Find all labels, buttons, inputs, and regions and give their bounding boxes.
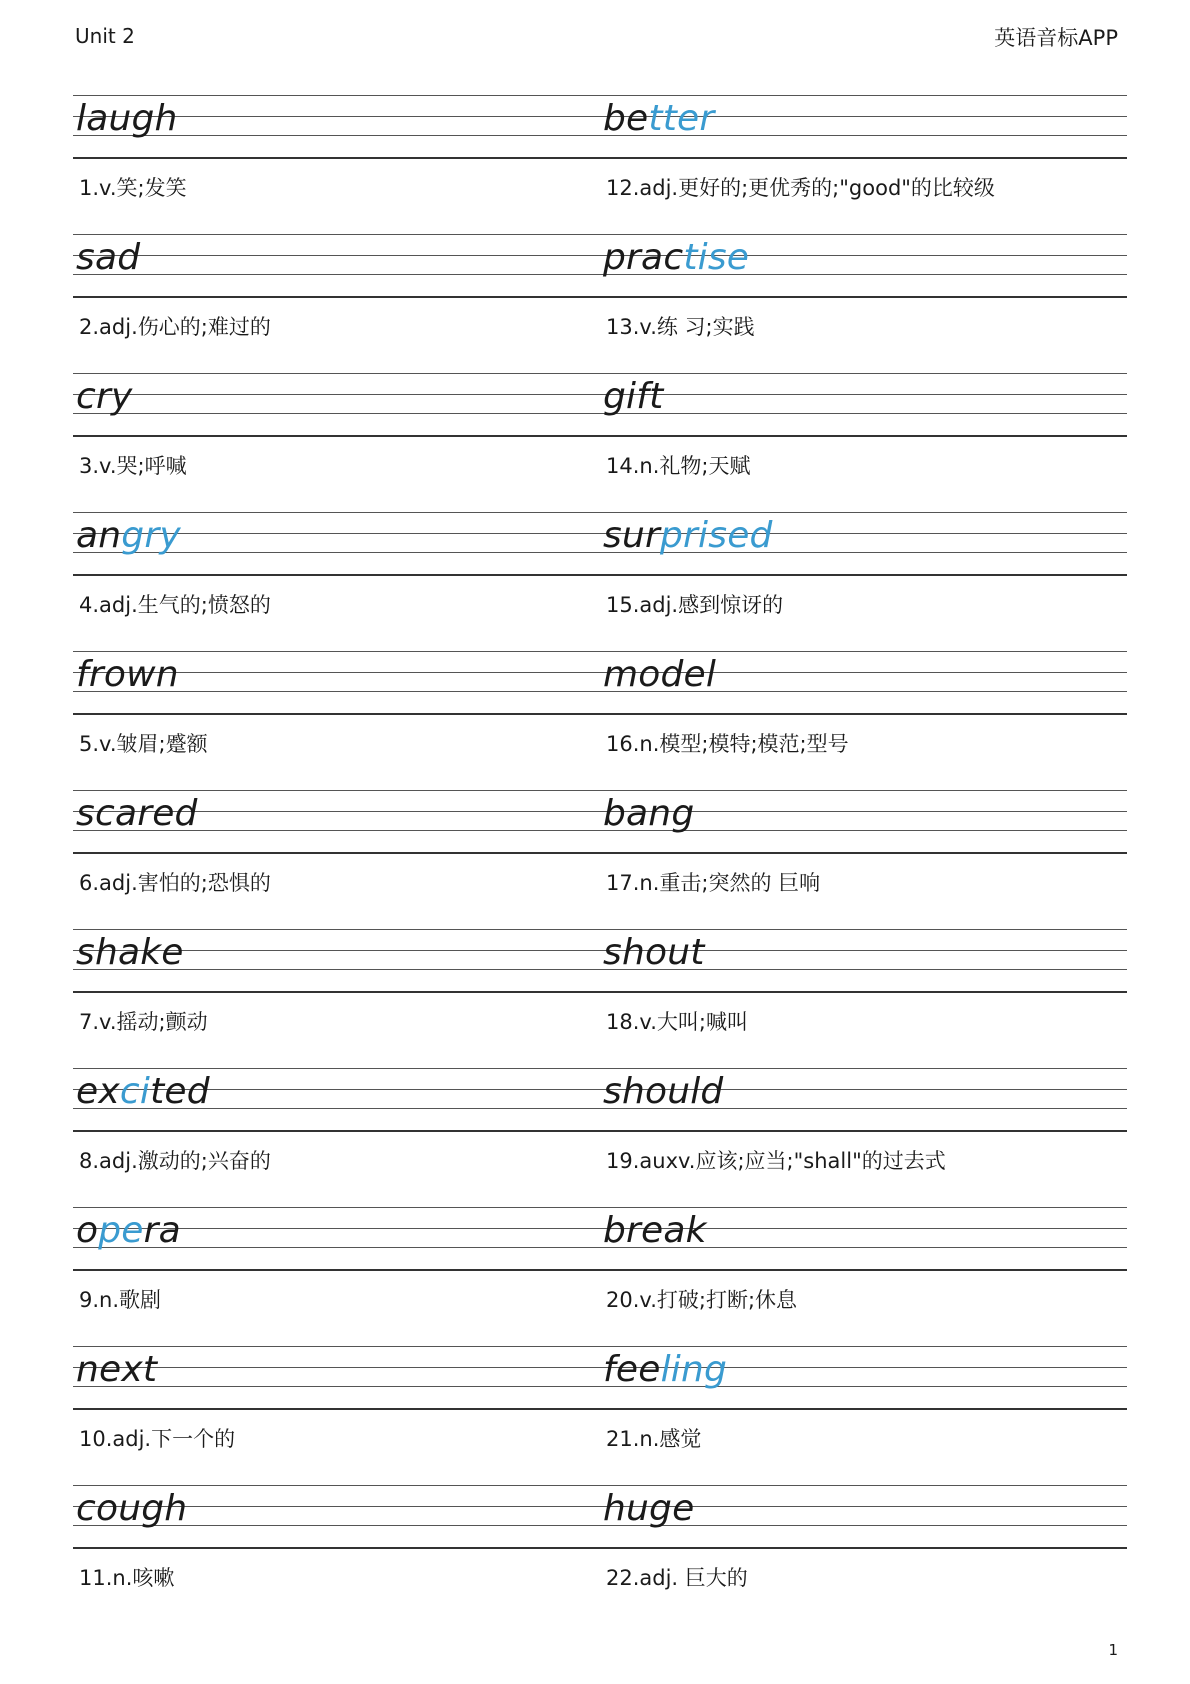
vocab-entry xyxy=(600,512,1127,651)
vocab-definition: 20.v.打破;打断;休息 xyxy=(606,1288,798,1312)
highlighted-syllable: tise xyxy=(683,237,750,278)
vocab-entry xyxy=(600,790,1127,929)
vocab-row xyxy=(73,790,1127,929)
word-part: prac xyxy=(603,237,684,278)
vocab-row xyxy=(73,929,1127,1068)
vocab-word xyxy=(603,1349,728,1390)
vocab-definition: 1.v.笑;发笑 xyxy=(79,176,187,200)
vocab-word xyxy=(76,1488,188,1529)
vocab-entry xyxy=(73,512,600,651)
word-part: scared xyxy=(76,793,198,834)
vocab-entry xyxy=(73,1207,600,1346)
word-part: o xyxy=(76,1210,99,1251)
vocab-word xyxy=(603,932,705,973)
vocab-word xyxy=(76,1071,210,1112)
highlighted-syllable: ci xyxy=(119,1071,151,1112)
vocab-entry xyxy=(73,651,600,790)
vocab-row xyxy=(73,95,1127,234)
vocabulary-grid xyxy=(73,95,1127,1624)
vocab-definition: 10.adj.下一个的 xyxy=(79,1427,236,1451)
vocab-entry xyxy=(73,234,600,373)
vocab-word xyxy=(76,1349,158,1390)
vocab-word xyxy=(603,654,717,695)
vocab-word xyxy=(603,793,695,834)
vocab-row xyxy=(73,651,1127,790)
vocab-entry xyxy=(73,373,600,512)
vocab-definition: 19.auxv.应该;应当;"shall"的过去式 xyxy=(606,1149,946,1173)
word-part: should xyxy=(603,1071,724,1112)
vocab-definition: 3.v.哭;呼喊 xyxy=(79,454,187,478)
vocab-entry xyxy=(600,651,1127,790)
word-part: cry xyxy=(76,376,133,417)
vocab-word xyxy=(76,654,179,695)
vocab-definition: 17.n.重击;突然的 巨响 xyxy=(606,871,821,895)
vocab-entry xyxy=(600,1207,1127,1346)
word-part: laugh xyxy=(76,98,178,139)
vocab-row xyxy=(73,234,1127,373)
word-part: huge xyxy=(603,1488,695,1529)
vocab-definition: 2.adj.伤心的;难过的 xyxy=(79,315,271,339)
vocab-word xyxy=(603,237,750,278)
unit-label: Unit 2 xyxy=(75,24,135,48)
word-part: ted xyxy=(150,1071,210,1112)
vocab-row xyxy=(73,1068,1127,1207)
vocab-entry xyxy=(73,95,600,234)
vocab-definition: 14.n.礼物;天赋 xyxy=(606,454,751,478)
vocab-definition: 4.adj.生气的;愤怒的 xyxy=(79,593,271,617)
vocab-entry xyxy=(73,790,600,929)
vocab-definition: 13.v.练 习;实践 xyxy=(606,315,755,339)
page-number: 1 xyxy=(1108,1641,1118,1659)
highlighted-syllable: tter xyxy=(648,98,715,139)
vocab-entry xyxy=(73,1068,600,1207)
vocab-definition: 6.adj.害怕的;恐惧的 xyxy=(79,871,271,895)
vocab-definition: 15.adj.感到惊讶的 xyxy=(606,593,784,617)
highlighted-syllable: ling xyxy=(660,1349,728,1390)
word-part: ex xyxy=(76,1071,120,1112)
word-part: be xyxy=(603,98,649,139)
vocab-entry xyxy=(600,1485,1127,1624)
vocab-row xyxy=(73,373,1127,512)
vocab-row xyxy=(73,1485,1127,1624)
vocab-definition: 7.v.摇动;颤动 xyxy=(79,1010,208,1034)
word-part: model xyxy=(603,654,717,695)
highlighted-syllable: gry xyxy=(121,515,181,556)
word-part: bang xyxy=(603,793,695,834)
vocab-definition: 12.adj.更好的;更优秀的;"good"的比较级 xyxy=(606,176,995,200)
vocab-word xyxy=(76,98,178,139)
word-part: cough xyxy=(76,1488,188,1529)
vocab-definition: 16.n.模型;模特;模范;型号 xyxy=(606,732,849,756)
vocab-entry xyxy=(73,1346,600,1485)
vocab-definition: 22.adj. 巨大的 xyxy=(606,1566,748,1590)
vocab-entry xyxy=(600,929,1127,1068)
word-part: an xyxy=(76,515,122,556)
vocab-definition: 8.adj.激动的;兴奋的 xyxy=(79,1149,271,1173)
vocab-entry xyxy=(73,929,600,1068)
word-part: ra xyxy=(143,1210,181,1251)
vocab-word xyxy=(76,932,184,973)
word-part: break xyxy=(603,1210,707,1251)
vocab-word xyxy=(603,376,664,417)
vocab-entry xyxy=(600,1346,1127,1485)
vocab-word xyxy=(603,98,715,139)
vocab-word xyxy=(603,1071,724,1112)
highlighted-syllable: prised xyxy=(659,515,773,556)
vocab-word xyxy=(603,515,773,556)
word-part: sad xyxy=(76,237,141,278)
vocab-definition: 9.n.歌剧 xyxy=(79,1288,162,1312)
vocab-definition: 5.v.皱眉;蹙额 xyxy=(79,732,208,756)
vocab-entry xyxy=(73,1485,600,1624)
vocab-word xyxy=(76,793,198,834)
vocab-entry xyxy=(600,234,1127,373)
vocab-definition: 21.n.感觉 xyxy=(606,1427,702,1451)
vocab-word xyxy=(76,515,181,556)
vocab-word xyxy=(603,1488,695,1529)
vocab-word xyxy=(603,1210,707,1251)
word-part: shout xyxy=(603,932,705,973)
vocab-word xyxy=(76,237,141,278)
brand-label: 英语音标APP xyxy=(994,26,1118,50)
vocab-word xyxy=(76,1210,181,1251)
word-part: gift xyxy=(603,376,664,417)
vocab-row xyxy=(73,1346,1127,1485)
vocab-row xyxy=(73,1207,1127,1346)
word-part: sur xyxy=(603,515,660,556)
vocab-entry xyxy=(600,1068,1127,1207)
vocab-word xyxy=(76,376,133,417)
vocab-entry xyxy=(600,373,1127,512)
vocab-entry xyxy=(600,95,1127,234)
word-part: frown xyxy=(76,654,179,695)
vocab-definition: 11.n.咳嗽 xyxy=(79,1566,175,1590)
vocab-row xyxy=(73,512,1127,651)
vocab-definition: 18.v.大叫;喊叫 xyxy=(606,1010,748,1034)
word-part: next xyxy=(76,1349,158,1390)
word-part: shake xyxy=(76,932,184,973)
highlighted-syllable: pe xyxy=(98,1210,144,1251)
word-part: fee xyxy=(603,1349,661,1390)
